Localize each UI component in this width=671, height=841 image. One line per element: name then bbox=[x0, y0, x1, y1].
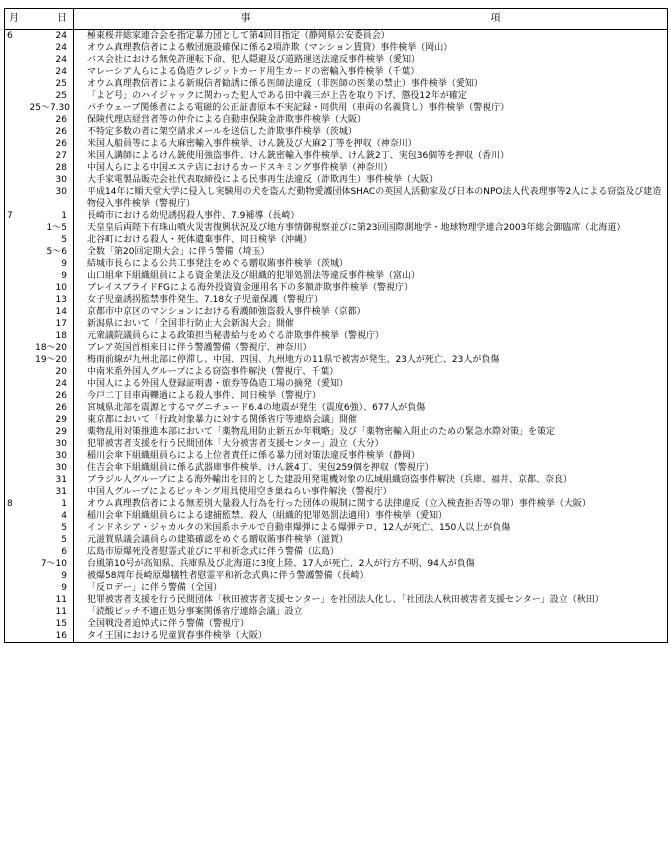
table-row bbox=[5, 78, 668, 90]
row-day: 7〜10 bbox=[30, 558, 74, 570]
row-day: 9 bbox=[30, 582, 74, 594]
row-event: 「反ロデー」に伴う警備（全国） bbox=[74, 582, 668, 594]
table-row bbox=[5, 246, 668, 258]
row-day: 10 bbox=[30, 282, 74, 294]
row-month bbox=[5, 42, 30, 54]
table-row bbox=[5, 366, 668, 378]
row-event: 極東桜井総家連合会を指定暴力団として第4回目指定（静岡県公安委員会） bbox=[74, 30, 668, 43]
table-row bbox=[5, 222, 668, 234]
row-event: 新潟県において「全国非行防止大会新潟大会」開催 bbox=[74, 318, 668, 330]
row-day: 28 bbox=[30, 162, 74, 174]
row-day: 5 bbox=[30, 534, 74, 546]
row-day: 1 bbox=[30, 498, 74, 510]
table-row bbox=[5, 606, 668, 618]
row-month bbox=[5, 174, 30, 186]
table-row bbox=[5, 474, 668, 486]
row-event: 梅雨前線が九州北部に停滞し、中国、四国、九州地方の11県で被害が発生、23人が死亡、23人が負傷 bbox=[74, 354, 668, 366]
row-event: 長崎市における幼児誘拐殺人事件、7.9補導（長崎） bbox=[74, 210, 668, 222]
row-event: マレーシア人らによる偽造クレジットカード用生カードの密輸入事件検挙（千葉） bbox=[74, 66, 668, 78]
row-month bbox=[5, 138, 30, 150]
row-month bbox=[5, 186, 30, 210]
row-month bbox=[5, 414, 30, 426]
row-event: 「よど号」のハイジャックに関わった犯人である田中義三が上告を取り下げ、懲役12年が確定 bbox=[74, 90, 668, 102]
row-month bbox=[5, 102, 30, 114]
row-event: 北谷町における殺人・死体遺棄事件、同日検挙（沖縄） bbox=[74, 234, 668, 246]
table-row bbox=[5, 462, 668, 474]
row-day: 29 bbox=[30, 426, 74, 438]
row-day: 24 bbox=[30, 378, 74, 390]
table-row bbox=[5, 402, 668, 414]
row-month bbox=[5, 234, 30, 246]
row-event: 米国人講師によるけん銃使用強盗事件、けん銃密輸入事件検挙、けん銃2丁、実包36個等を押収（香川） bbox=[74, 150, 668, 162]
row-event: 犯罪被害者支援を行う民間団体「大分被害者支援センター」設立（大分） bbox=[74, 438, 668, 450]
row-month bbox=[5, 462, 30, 474]
row-day: 4 bbox=[30, 510, 74, 522]
row-month bbox=[5, 594, 30, 606]
row-day: 24 bbox=[30, 66, 74, 78]
row-day: 1〜5 bbox=[30, 222, 74, 234]
table-row bbox=[5, 582, 668, 594]
row-month bbox=[5, 78, 30, 90]
row-day: 26 bbox=[30, 390, 74, 402]
row-day: 14 bbox=[30, 306, 74, 318]
row-event: 稲川会傘下組織組員らによる逮捕監禁、殺人（組織的犯罪処罰法適用）事件検挙（愛知） bbox=[74, 510, 668, 522]
header-event-char-1: 事 bbox=[240, 13, 251, 24]
row-month bbox=[5, 630, 30, 643]
row-month bbox=[5, 510, 30, 522]
row-month bbox=[5, 270, 30, 282]
table-row bbox=[5, 162, 668, 174]
row-event: 稲川会傘下組織組員らによる上位者責任に係る暴力団対策法違反事件検挙（静岡） bbox=[74, 450, 668, 462]
row-day: 1 bbox=[30, 210, 74, 222]
row-event: 京都市中京区のマンションにおける看護師強盗殺人事件検挙（京都） bbox=[74, 306, 668, 318]
row-month bbox=[5, 294, 30, 306]
row-day: 30 bbox=[30, 462, 74, 474]
row-day: 13 bbox=[30, 294, 74, 306]
row-month: 8 bbox=[5, 498, 30, 510]
row-month bbox=[5, 426, 30, 438]
row-day: 30 bbox=[30, 450, 74, 462]
table-row bbox=[5, 510, 668, 522]
row-day: 24 bbox=[30, 30, 74, 43]
row-month bbox=[5, 150, 30, 162]
row-day: 27 bbox=[30, 150, 74, 162]
table-row bbox=[5, 546, 668, 558]
row-event: 犯罪被害者支援を行う民間団体「秋田被害者支援センター」を社団法人化し、「社団法人秋田被害者支援センター」設立（秋田） bbox=[74, 594, 668, 606]
row-event: 宮城県北部を震源とするマグニチュード6.4の地震が発生（震度6強）、677人が負傷 bbox=[74, 402, 668, 414]
table-row bbox=[5, 330, 668, 342]
row-day: 16 bbox=[30, 630, 74, 643]
row-month bbox=[5, 54, 30, 66]
table-row bbox=[5, 594, 668, 606]
row-month bbox=[5, 606, 30, 618]
row-event: 全数「第20回定期大会」に伴う警備（埼玉） bbox=[74, 246, 668, 258]
row-month bbox=[5, 318, 30, 330]
row-month bbox=[5, 534, 30, 546]
table-body bbox=[5, 30, 668, 643]
table-row bbox=[5, 498, 668, 510]
row-day: 18 bbox=[30, 330, 74, 342]
row-month bbox=[5, 402, 30, 414]
row-month bbox=[5, 450, 30, 462]
row-event: 米国人船員等による大麻密輸入事件検挙、けん銃及び大麻2丁等を押収（神奈川） bbox=[74, 138, 668, 150]
row-day: 26 bbox=[30, 126, 74, 138]
table-row bbox=[5, 630, 668, 643]
row-month bbox=[5, 474, 30, 486]
table-row bbox=[5, 378, 668, 390]
table-row bbox=[5, 30, 668, 43]
row-month: 7 bbox=[5, 210, 30, 222]
row-day: 24 bbox=[30, 54, 74, 66]
row-month bbox=[5, 582, 30, 594]
row-day: 30 bbox=[30, 186, 74, 210]
table-row bbox=[5, 438, 668, 450]
row-event: 中国人グループによるピッキング用具使用空き巣ねらい事件解決（警視庁） bbox=[74, 486, 668, 498]
header-day: 日 bbox=[30, 9, 74, 30]
row-event: ブレイスブライドFGによる海外投資資金運用名下の多額詐欺事件検挙（警視庁） bbox=[74, 282, 668, 294]
table-row bbox=[5, 114, 668, 126]
row-event: 元滋賀県議会議員らの建築確認をめぐる贈収賄事件検挙（滋賀） bbox=[74, 534, 668, 546]
header-month: 月 bbox=[5, 9, 30, 30]
row-month bbox=[5, 570, 30, 582]
table-row bbox=[5, 54, 668, 66]
table-row bbox=[5, 126, 668, 138]
row-day: 18〜20 bbox=[30, 342, 74, 354]
row-event: 大手家電製品販売会社代表取締役による民事再生法違反（詐欺再生）事件検挙（大阪） bbox=[74, 174, 668, 186]
row-day: 6 bbox=[30, 546, 74, 558]
table-row bbox=[5, 534, 668, 546]
row-day: 31 bbox=[30, 486, 74, 498]
row-month bbox=[5, 522, 30, 534]
row-month bbox=[5, 342, 30, 354]
row-day: 31 bbox=[30, 474, 74, 486]
row-month bbox=[5, 330, 30, 342]
row-month bbox=[5, 618, 30, 630]
table-row bbox=[5, 486, 668, 498]
row-day: 11 bbox=[30, 594, 74, 606]
row-event: パチウェーブ関係者による電磁的公正証書原本不実記録・同供用（車両の名義貸し）事件検挙（警視庁） bbox=[74, 102, 668, 114]
row-day: 5〜6 bbox=[30, 246, 74, 258]
row-day: 26 bbox=[30, 114, 74, 126]
table-row bbox=[5, 294, 668, 306]
row-day: 25 bbox=[30, 90, 74, 102]
row-event: 元衆議院議員らによる政策担当秘書給与をめぐる詐欺事件検挙（警視庁） bbox=[74, 330, 668, 342]
table-row bbox=[5, 270, 668, 282]
row-event: 薬物乱用対策推進本部において「薬物乱用防止新五か年戦略」及び「薬物密輸入阻止のための緊急水際対策」を策定 bbox=[74, 426, 668, 438]
row-month bbox=[5, 66, 30, 78]
row-month bbox=[5, 222, 30, 234]
row-event: 保険代理店経営者等の仲介による自動車保険金詐欺事件検挙（大阪） bbox=[74, 114, 668, 126]
row-event: タイ王国における児童買春事件検挙（大阪） bbox=[74, 630, 668, 643]
table-row bbox=[5, 90, 668, 102]
table-row bbox=[5, 426, 668, 438]
row-day: 5 bbox=[30, 522, 74, 534]
row-event: インドネシア・ジャカルタの米国系ホテルで自動車爆弾による爆弾テロ、12人が死亡、150人以上が負傷 bbox=[74, 522, 668, 534]
table-header-row bbox=[5, 9, 668, 30]
table-row bbox=[5, 234, 668, 246]
table-row bbox=[5, 522, 668, 534]
table-row bbox=[5, 450, 668, 462]
table-row bbox=[5, 558, 668, 570]
table-row bbox=[5, 306, 668, 318]
row-event: 天皇皇后両陛下有珠山噴火災害復興状況及び地方事情御視察並びに第23回国際測地学・地球物理学連合2003年総会御臨席（北海道） bbox=[74, 222, 668, 234]
row-day: 9 bbox=[30, 258, 74, 270]
row-day: 26 bbox=[30, 402, 74, 414]
row-day: 30 bbox=[30, 438, 74, 450]
row-event: ブラジル人グループによる海外輸出を目的とした建設用発電機対象の広域組織窃盗事件解決（兵庫、福井、京都、奈良） bbox=[74, 474, 668, 486]
row-day: 20 bbox=[30, 366, 74, 378]
row-event: 東京都において「行政対象暴力に対する関係省庁等連絡会議」開催 bbox=[74, 414, 668, 426]
row-event: 広島市原爆死没者慰霊式並びに平和祈念式に伴う警備（広島） bbox=[74, 546, 668, 558]
row-month bbox=[5, 282, 30, 294]
table-row bbox=[5, 42, 668, 54]
row-month bbox=[5, 126, 30, 138]
row-day: 25 bbox=[30, 78, 74, 90]
row-event: 台風第10号が高知県、兵庫県及び北海道に3度上陸、17人が死亡、2人が行方不明、94人が負傷 bbox=[74, 558, 668, 570]
row-event: 不特定多数の者に架空請求メールを送信した詐欺事件検挙（茨城） bbox=[74, 126, 668, 138]
row-event: 「読酸ピッチ不適正処分事案関係省庁連絡会議」設立 bbox=[74, 606, 668, 618]
table-row bbox=[5, 174, 668, 186]
table-row bbox=[5, 342, 668, 354]
row-day: 29 bbox=[30, 414, 74, 426]
row-day: 5 bbox=[30, 234, 74, 246]
row-month bbox=[5, 306, 30, 318]
table-row bbox=[5, 354, 668, 366]
row-event: 女子児童誘拐監禁事件発生、7.18女子児童保護（警視庁） bbox=[74, 294, 668, 306]
row-day: 15 bbox=[30, 618, 74, 630]
table-row bbox=[5, 282, 668, 294]
row-event: 平成14年に順天堂大学に侵入し実験用の犬を盗んだ動物愛護団体SHACの英国人活動家及び日本のNPO法人代表理事等2人による窃盗及び建造物侵入事件検挙（警視庁） bbox=[74, 186, 668, 210]
row-day: 30 bbox=[30, 174, 74, 186]
row-day: 17 bbox=[30, 318, 74, 330]
row-month bbox=[5, 354, 30, 366]
row-day: 24 bbox=[30, 42, 74, 54]
row-month: 6 bbox=[5, 30, 30, 43]
table-row bbox=[5, 66, 668, 78]
row-day: 19〜20 bbox=[30, 354, 74, 366]
row-day: 11 bbox=[30, 606, 74, 618]
table-row bbox=[5, 570, 668, 582]
row-month bbox=[5, 246, 30, 258]
row-month bbox=[5, 486, 30, 498]
table-row bbox=[5, 258, 668, 270]
row-event: 今戸二丁目車両轢過による殺人事件、同日検挙（警視庁） bbox=[74, 390, 668, 402]
row-day: 9 bbox=[30, 270, 74, 282]
row-event: バス会社における無免許運転下命、犯人隠避及び道路運送法違反事件検挙（愛知） bbox=[74, 54, 668, 66]
row-month bbox=[5, 258, 30, 270]
header-event-char-2: 項 bbox=[490, 13, 501, 24]
table-row bbox=[5, 186, 668, 210]
table-row bbox=[5, 102, 668, 114]
row-event: 山口組傘下組織組員による資金業法及び組織的犯罪処罰法等違反事件検挙（富山） bbox=[74, 270, 668, 282]
row-event: オウム真理教信者による新規信者勧誘に係る医師法違反（非医師の医業の禁止）事件検挙（愛知） bbox=[74, 78, 668, 90]
row-day: 9 bbox=[30, 570, 74, 582]
row-month bbox=[5, 546, 30, 558]
row-month bbox=[5, 378, 30, 390]
row-event: ブレア英国首相来日に伴う警護警備（警視庁、神奈川） bbox=[74, 342, 668, 354]
row-event: 住吉会傘下組織組員に係る武器庫事件検挙、けん銃4丁、実包259個を押収（警視庁） bbox=[74, 462, 668, 474]
row-month bbox=[5, 558, 30, 570]
chronology-table bbox=[4, 8, 668, 643]
row-event: 中南米系外国人グループによる窃盗事件解決（警視庁、千葉） bbox=[74, 366, 668, 378]
row-event: 全国戦没者追悼式に伴う警備（警視庁） bbox=[74, 618, 668, 630]
table-row bbox=[5, 318, 668, 330]
row-month bbox=[5, 366, 30, 378]
table-row bbox=[5, 210, 668, 222]
row-month bbox=[5, 438, 30, 450]
row-event: 中国人による外国人登録証明書・旅券等偽造工場の摘発（愛知） bbox=[74, 378, 668, 390]
row-month bbox=[5, 114, 30, 126]
table-row bbox=[5, 414, 668, 426]
table-row bbox=[5, 138, 668, 150]
row-day: 26 bbox=[30, 138, 74, 150]
table-row bbox=[5, 150, 668, 162]
table-row bbox=[5, 618, 668, 630]
row-month bbox=[5, 162, 30, 174]
row-month bbox=[5, 390, 30, 402]
row-event: オウム真理教信者による無差別大量殺人行為を行った団体の規制に関する法律違反（立入検査拒否等の罪）事件検挙（大阪） bbox=[74, 498, 668, 510]
table-row bbox=[5, 390, 668, 402]
row-event: 被爆58周年長崎原爆犠牲者慰霊平和祈念式典に伴う警護警備（長崎） bbox=[74, 570, 668, 582]
row-event: 中国人らによる中国エステ店におけるカードスキミング事件検挙（神奈川） bbox=[74, 162, 668, 174]
row-day: 25〜7.30 bbox=[30, 102, 74, 114]
row-event: 結城市長らによる公共工事発注をめぐる贈収賄事件検挙（茨城） bbox=[74, 258, 668, 270]
header-event bbox=[74, 9, 668, 30]
row-month bbox=[5, 90, 30, 102]
row-event: オウム真理教信者による敷団施設確保に係る2項詐欺（マンション賃貸）事件検挙（岡山） bbox=[74, 42, 668, 54]
